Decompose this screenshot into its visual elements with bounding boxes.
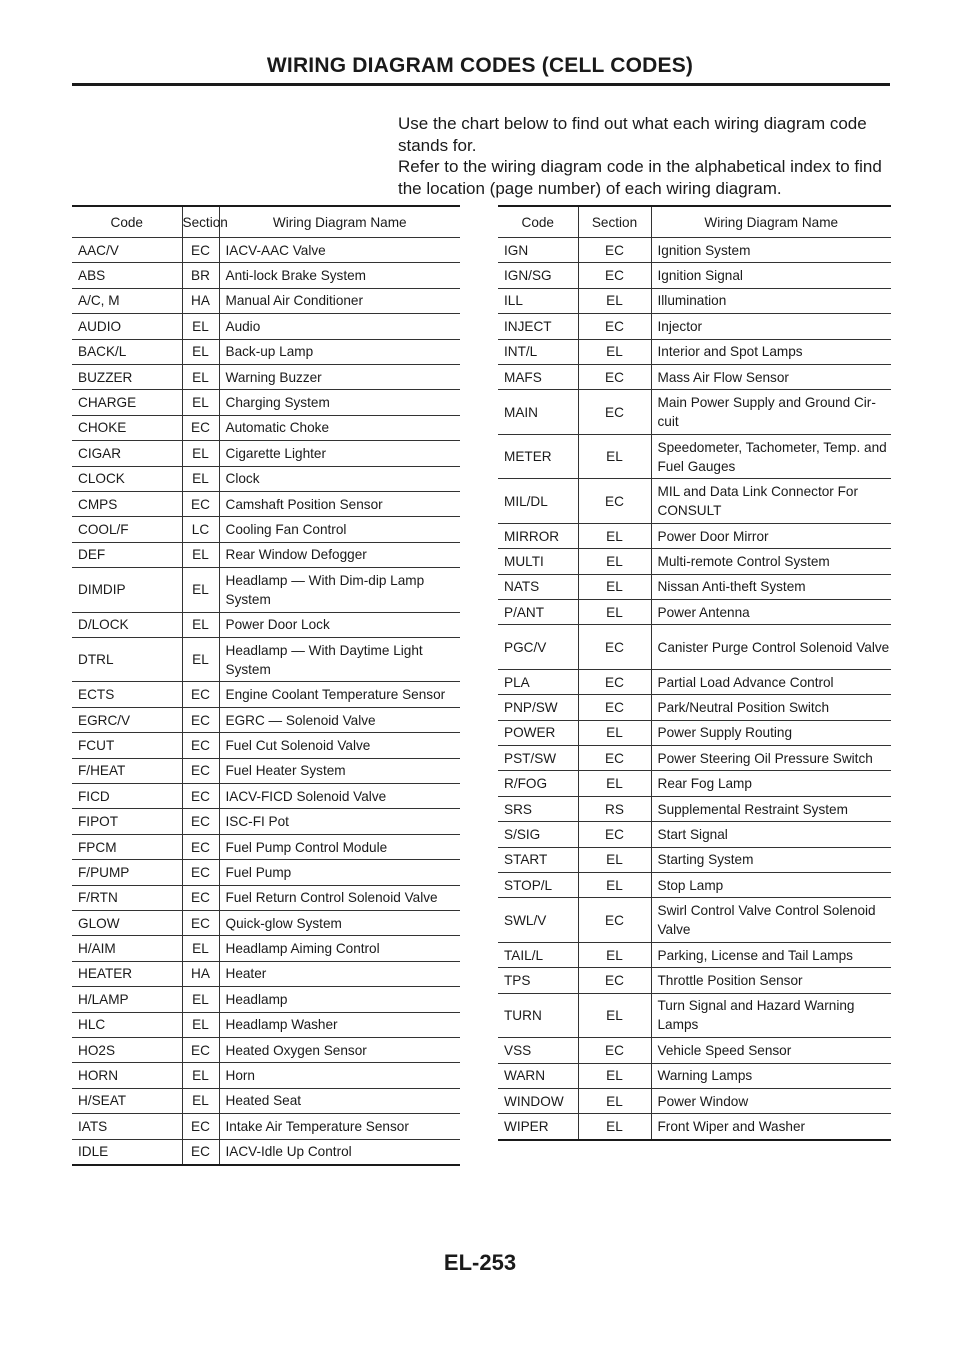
- table-row: [498, 288, 891, 313]
- cell-name: Mass Air Flow Sensor: [651, 364, 891, 389]
- cell-code: TAIL/L: [498, 942, 578, 967]
- cell-name: Heated Seat: [219, 1088, 460, 1113]
- cell-section: HA: [182, 961, 219, 986]
- table-row: [498, 364, 891, 389]
- cell-name: Stop Lamp: [651, 873, 891, 898]
- cell-section: EC: [182, 415, 219, 440]
- cell-section: HA: [182, 288, 219, 313]
- cell-name: Fuel Pump Control Module: [219, 834, 460, 859]
- page-title: WIRING DIAGRAM CODES (CELL CODES): [266, 54, 694, 77]
- cell-code: H/AIM: [72, 936, 182, 961]
- cell-code: FPCM: [72, 834, 182, 859]
- cell-code: DIMDIP: [72, 568, 182, 613]
- table-row: [498, 822, 891, 847]
- cell-name: Partial Load Advance Control: [651, 669, 891, 694]
- cell-section: EC: [182, 238, 219, 263]
- cell-code: SRS: [498, 796, 578, 821]
- cell-section: EL: [182, 542, 219, 567]
- cell-section: EL: [578, 288, 651, 313]
- cell-section: EL: [578, 873, 651, 898]
- cell-section: EL: [578, 339, 651, 364]
- cell-name: Clock: [219, 466, 460, 491]
- table-row: [72, 612, 460, 637]
- cell-name: Supplemental Restraint System: [651, 796, 891, 821]
- table-row: [72, 466, 460, 491]
- cell-name: Back-up Lamp: [219, 339, 460, 364]
- cell-code: F/HEAT: [72, 758, 182, 783]
- header-name: Wiring Diagram Name: [651, 206, 891, 238]
- table-row: [498, 898, 891, 943]
- table-row: [72, 936, 460, 961]
- cell-section: EC: [182, 758, 219, 783]
- cell-code: CHARGE: [72, 390, 182, 415]
- cell-code: PST/SW: [498, 746, 578, 771]
- cell-code: VSS: [498, 1038, 578, 1063]
- table-row: [498, 434, 891, 479]
- cell-section: EC: [578, 1038, 651, 1063]
- cell-section: EC: [578, 263, 651, 288]
- table-row: [72, 1063, 460, 1088]
- cell-section: EL: [182, 390, 219, 415]
- cell-name: Headlamp — With Daytime Light System: [219, 637, 460, 682]
- cell-section: EC: [578, 238, 651, 263]
- cell-name: Heated Oxygen Sensor: [219, 1037, 460, 1062]
- table-row: [498, 968, 891, 993]
- cell-section: EC: [182, 834, 219, 859]
- table-row: [498, 1063, 891, 1088]
- cell-name: Engine Coolant Temperature Sensor: [219, 682, 460, 707]
- cell-code: A/C, M: [72, 288, 182, 313]
- cell-section: EC: [182, 707, 219, 732]
- cell-code: MULTI: [498, 549, 578, 574]
- table-row: [72, 809, 460, 834]
- cell-code: WINDOW: [498, 1088, 578, 1113]
- cell-code: IGN: [498, 238, 578, 263]
- table-row: [72, 784, 460, 809]
- table-row: [72, 1088, 460, 1113]
- table-row: [72, 390, 460, 415]
- cell-section: EL: [182, 339, 219, 364]
- table-row: [498, 669, 891, 694]
- intro-paragraph-2: Refer to the wiring diagram code in the alphabetical index to find the location (page number) of each wiring diagram.: [398, 157, 882, 198]
- cell-section: EL: [182, 568, 219, 613]
- cell-code: DTRL: [72, 637, 182, 682]
- header-section: Section: [578, 206, 651, 238]
- cell-section: EC: [182, 1037, 219, 1062]
- table-row: [72, 1114, 460, 1139]
- table-row: [72, 1012, 460, 1037]
- cell-name: Headlamp Washer: [219, 1012, 460, 1037]
- cell-section: EL: [182, 987, 219, 1012]
- cell-name: Illumination: [651, 288, 891, 313]
- codes-table-right: [498, 205, 891, 1141]
- cell-name: Fuel Return Control Solenoid Valve: [219, 885, 460, 910]
- cell-section: EL: [578, 549, 651, 574]
- table-row: [498, 625, 891, 670]
- cell-code: NATS: [498, 574, 578, 599]
- codes-table-left: [72, 205, 460, 1166]
- cell-name: Ignition Signal: [651, 263, 891, 288]
- intro-paragraph-1: Use the chart below to find out what each wiring diagram code stands for.: [398, 114, 867, 155]
- cell-code: START: [498, 847, 578, 872]
- cell-code: BACK/L: [72, 339, 182, 364]
- cell-name: Fuel Pump: [219, 860, 460, 885]
- cell-section: EC: [182, 682, 219, 707]
- cell-name: Front Wiper and Washer: [651, 1114, 891, 1140]
- cell-section: EC: [578, 695, 651, 720]
- cell-code: PLA: [498, 669, 578, 694]
- cell-name: Canister Purge Control Solenoid Valve: [651, 625, 891, 670]
- cell-name: Starting System: [651, 847, 891, 872]
- header-code: Code: [72, 206, 182, 238]
- page-number: EL-253: [443, 1250, 517, 1275]
- cell-name: IACV-AAC Valve: [219, 238, 460, 263]
- cell-name: Power Door Mirror: [651, 523, 891, 548]
- cell-name: Power Door Lock: [219, 612, 460, 637]
- cell-code: IGN/SG: [498, 263, 578, 288]
- cell-name: Power Supply Routing: [651, 720, 891, 745]
- cell-code: F/PUMP: [72, 860, 182, 885]
- cell-code: SWL/V: [498, 898, 578, 943]
- table-row: [498, 695, 891, 720]
- cell-section: EL: [578, 434, 651, 479]
- cell-section: EL: [182, 1012, 219, 1037]
- table-row: [72, 288, 460, 313]
- cell-section: EC: [578, 314, 651, 339]
- cell-name: Headlamp Aiming Control: [219, 936, 460, 961]
- cell-code: CMPS: [72, 491, 182, 516]
- cell-section: EL: [182, 1063, 219, 1088]
- cell-code: S/SIG: [498, 822, 578, 847]
- cell-section: EL: [578, 600, 651, 625]
- cell-section: EC: [578, 898, 651, 943]
- cell-code: GLOW: [72, 910, 182, 935]
- table-row: [498, 314, 891, 339]
- table-row: [72, 758, 460, 783]
- cell-code: MAIN: [498, 390, 578, 435]
- cell-code: WARN: [498, 1063, 578, 1088]
- cell-section: EL: [578, 574, 651, 599]
- cell-section: EL: [182, 1088, 219, 1113]
- cell-code: ECTS: [72, 682, 182, 707]
- cell-code: D/LOCK: [72, 612, 182, 637]
- cell-section: RS: [578, 796, 651, 821]
- table-row: [72, 339, 460, 364]
- table-row: [498, 993, 891, 1038]
- cell-code: FICD: [72, 784, 182, 809]
- cell-name: Manual Air Conditioner: [219, 288, 460, 313]
- table-row: [498, 796, 891, 821]
- cell-name: Speedometer, Tachometer, Temp. and Fuel Gauges: [651, 434, 891, 479]
- table-row: [72, 682, 460, 707]
- cell-section: EL: [578, 720, 651, 745]
- table-row: [498, 574, 891, 599]
- cell-code: STOP/L: [498, 873, 578, 898]
- cell-section: EL: [578, 1114, 651, 1140]
- cell-section: EC: [578, 968, 651, 993]
- cell-code: FCUT: [72, 733, 182, 758]
- cell-code: IDLE: [72, 1139, 182, 1165]
- cell-name: EGRC — Solenoid Valve: [219, 707, 460, 732]
- table-row: [72, 517, 460, 542]
- table-row: [498, 873, 891, 898]
- cell-code: F/RTN: [72, 885, 182, 910]
- cell-name: Headlamp — With Dim-dip Lamp System: [219, 568, 460, 613]
- cell-code: HORN: [72, 1063, 182, 1088]
- table-row: [498, 549, 891, 574]
- cell-code: PGC/V: [498, 625, 578, 670]
- table-row: [72, 364, 460, 389]
- cell-section: EL: [578, 771, 651, 796]
- cell-section: BR: [182, 263, 219, 288]
- cell-section: EC: [182, 733, 219, 758]
- cell-name: Vehicle Speed Sensor: [651, 1038, 891, 1063]
- cell-code: TPS: [498, 968, 578, 993]
- header-code: Code: [498, 206, 578, 238]
- cell-code: AUDIO: [72, 314, 182, 339]
- cell-section: EC: [182, 1114, 219, 1139]
- table-row: [72, 568, 460, 613]
- cell-name: Warning Buzzer: [219, 364, 460, 389]
- table-row: [498, 942, 891, 967]
- title-rule: [72, 83, 890, 86]
- cell-code: WIPER: [498, 1114, 578, 1140]
- cell-code: IATS: [72, 1114, 182, 1139]
- table-row: [72, 263, 460, 288]
- cell-code: R/FOG: [498, 771, 578, 796]
- cell-name: Injector: [651, 314, 891, 339]
- cell-name: Main Power Supply and Ground Cir-cuit: [651, 390, 891, 435]
- cell-code: MIL/DL: [498, 479, 578, 524]
- cell-code: ABS: [72, 263, 182, 288]
- cell-section: EC: [182, 910, 219, 935]
- cell-code: P/ANT: [498, 600, 578, 625]
- cell-section: EC: [182, 860, 219, 885]
- table-row: [498, 1038, 891, 1063]
- cell-name: Intake Air Temperature Sensor: [219, 1114, 460, 1139]
- table-row: [72, 637, 460, 682]
- table-row: [72, 542, 460, 567]
- cell-name: Charging System: [219, 390, 460, 415]
- cell-name: ISC-FI Pot: [219, 809, 460, 834]
- cell-section: EL: [182, 314, 219, 339]
- cell-name: Audio: [219, 314, 460, 339]
- cell-name: Multi-remote Control System: [651, 549, 891, 574]
- table-row: [498, 263, 891, 288]
- header-section: Section: [182, 206, 219, 238]
- table-row: [72, 238, 460, 263]
- cell-code: H/SEAT: [72, 1088, 182, 1113]
- table-row: [72, 987, 460, 1012]
- cell-name: Swirl Control Valve Control Solenoid Valve: [651, 898, 891, 943]
- cell-code: HLC: [72, 1012, 182, 1037]
- table-row: [498, 1114, 891, 1140]
- table-row: [498, 600, 891, 625]
- cell-code: TURN: [498, 993, 578, 1038]
- table-row: [72, 1139, 460, 1165]
- cell-section: EC: [578, 822, 651, 847]
- cell-code: INJECT: [498, 314, 578, 339]
- cell-code: FIPOT: [72, 809, 182, 834]
- table-row: [498, 523, 891, 548]
- cell-name: Quick-glow System: [219, 910, 460, 935]
- cell-name: Warning Lamps: [651, 1063, 891, 1088]
- cell-name: Nissan Anti-theft System: [651, 574, 891, 599]
- table-header-row: [72, 206, 460, 238]
- table-row: [72, 1037, 460, 1062]
- table-row: [72, 441, 460, 466]
- table-row: [72, 834, 460, 859]
- cell-name: MIL and Data Link Connector For CONSULT: [651, 479, 891, 524]
- cell-code: POWER: [498, 720, 578, 745]
- cell-name: Cigarette Lighter: [219, 441, 460, 466]
- cell-code: HEATER: [72, 961, 182, 986]
- cell-code: AAC/V: [72, 238, 182, 263]
- cell-code: DEF: [72, 542, 182, 567]
- cell-section: EL: [182, 612, 219, 637]
- table-row: [72, 314, 460, 339]
- cell-section: EL: [578, 993, 651, 1038]
- cell-section: EL: [182, 364, 219, 389]
- cell-name: Heater: [219, 961, 460, 986]
- cell-name: Anti-lock Brake System: [219, 263, 460, 288]
- table-row: [72, 961, 460, 986]
- cell-section: EC: [578, 746, 651, 771]
- cell-code: MIRROR: [498, 523, 578, 548]
- cell-section: EL: [578, 847, 651, 872]
- cell-name: Camshaft Position Sensor: [219, 491, 460, 516]
- cell-code: EGRC/V: [72, 707, 182, 732]
- cell-code: H/LAMP: [72, 987, 182, 1012]
- table-row: [498, 746, 891, 771]
- cell-section: EC: [578, 479, 651, 524]
- cell-section: EC: [578, 625, 651, 670]
- cell-name: Fuel Cut Solenoid Valve: [219, 733, 460, 758]
- table-row: [72, 910, 460, 935]
- table-row: [498, 847, 891, 872]
- cell-section: EL: [578, 523, 651, 548]
- table-row: [72, 733, 460, 758]
- cell-name: IACV-Idle Up Control: [219, 1139, 460, 1165]
- cell-section: EC: [578, 364, 651, 389]
- cell-name: Cooling Fan Control: [219, 517, 460, 542]
- cell-name: Start Signal: [651, 822, 891, 847]
- cell-section: EC: [578, 669, 651, 694]
- cell-section: EL: [578, 1063, 651, 1088]
- cell-section: EC: [182, 885, 219, 910]
- table-row: [498, 1088, 891, 1113]
- cell-name: Throttle Position Sensor: [651, 968, 891, 993]
- cell-section: EC: [182, 1139, 219, 1165]
- cell-section: EC: [578, 390, 651, 435]
- cell-section: EL: [182, 441, 219, 466]
- cell-code: HO2S: [72, 1037, 182, 1062]
- cell-name: Fuel Heater System: [219, 758, 460, 783]
- cell-name: IACV-FICD Solenoid Valve: [219, 784, 460, 809]
- table-header-row: [498, 206, 891, 238]
- table-row: [498, 238, 891, 263]
- table-row: [498, 720, 891, 745]
- cell-name: Power Antenna: [651, 600, 891, 625]
- table-row: [498, 479, 891, 524]
- cell-section: EL: [182, 936, 219, 961]
- table-row: [72, 415, 460, 440]
- cell-code: MAFS: [498, 364, 578, 389]
- cell-name: Power Window: [651, 1088, 891, 1113]
- cell-section: EL: [182, 466, 219, 491]
- cell-code: ILL: [498, 288, 578, 313]
- cell-section: EL: [578, 1088, 651, 1113]
- cell-section: EC: [182, 784, 219, 809]
- cell-code: INT/L: [498, 339, 578, 364]
- cell-name: Horn: [219, 1063, 460, 1088]
- cell-code: CLOCK: [72, 466, 182, 491]
- table-row: [72, 491, 460, 516]
- cell-name: Automatic Choke: [219, 415, 460, 440]
- cell-section: EC: [182, 491, 219, 516]
- table-row: [498, 390, 891, 435]
- cell-name: Rear Fog Lamp: [651, 771, 891, 796]
- table-row: [72, 707, 460, 732]
- cell-name: Rear Window Defogger: [219, 542, 460, 567]
- cell-section: EL: [182, 637, 219, 682]
- cell-code: CHOKE: [72, 415, 182, 440]
- cell-name: Ignition System: [651, 238, 891, 263]
- table-row: [72, 885, 460, 910]
- header-name: Wiring Diagram Name: [219, 206, 460, 238]
- cell-section: EC: [182, 809, 219, 834]
- table-row: [498, 771, 891, 796]
- cell-name: Parking, License and Tail Lamps: [651, 942, 891, 967]
- cell-code: COOL/F: [72, 517, 182, 542]
- cell-section: EL: [578, 942, 651, 967]
- cell-code: BUZZER: [72, 364, 182, 389]
- table-row: [72, 860, 460, 885]
- cell-code: PNP/SW: [498, 695, 578, 720]
- cell-code: METER: [498, 434, 578, 479]
- table-row: [498, 339, 891, 364]
- cell-name: Interior and Spot Lamps: [651, 339, 891, 364]
- cell-name: Power Steering Oil Pressure Switch: [651, 746, 891, 771]
- cell-section: LC: [182, 517, 219, 542]
- cell-name: Park/Neutral Position Switch: [651, 695, 891, 720]
- cell-name: Headlamp: [219, 987, 460, 1012]
- intro-text: [398, 113, 898, 199]
- cell-name: Turn Signal and Hazard Warning Lamps: [651, 993, 891, 1038]
- cell-code: CIGAR: [72, 441, 182, 466]
